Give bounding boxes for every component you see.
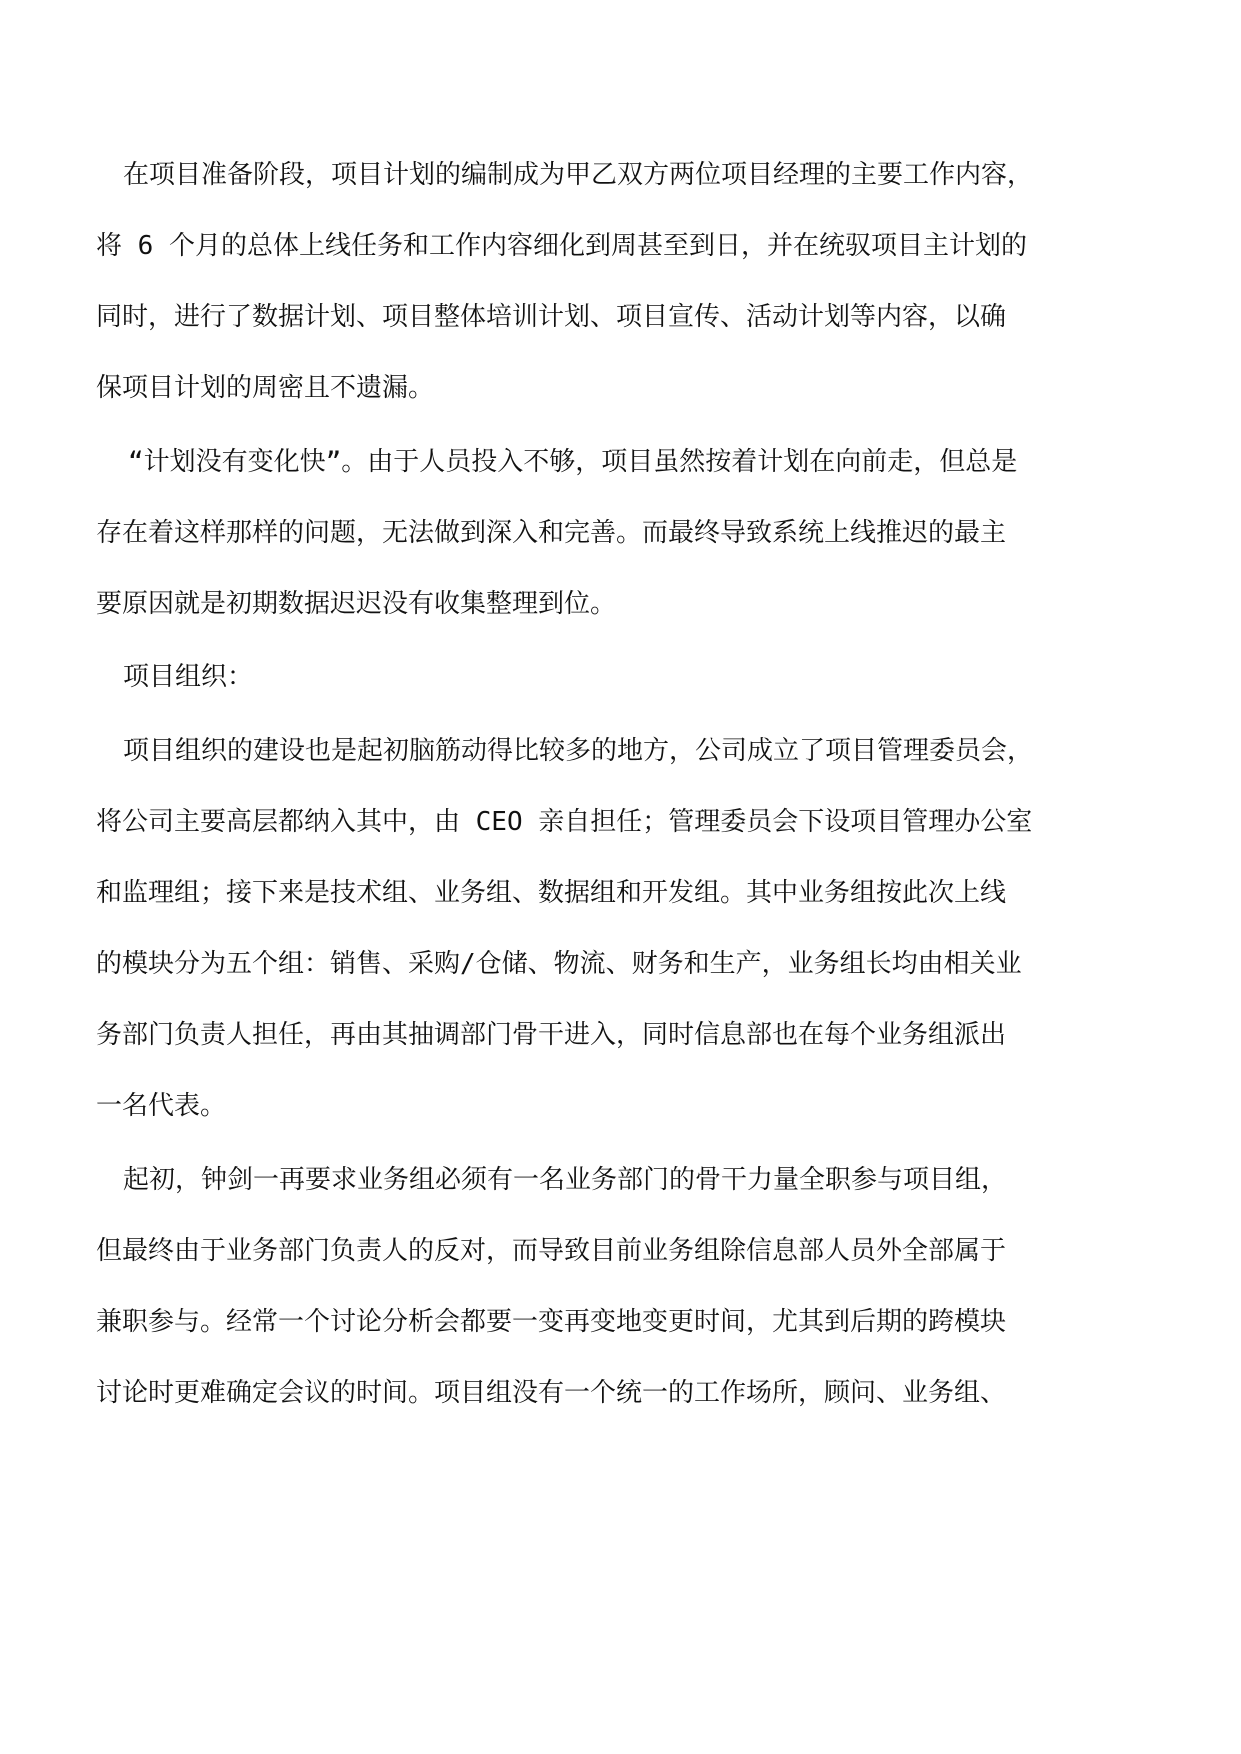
text-line: 讨论时更难确定会议的时间。项目组没有一个统一的工作场所，顾问、业务组、 (96, 1378, 1007, 1408)
text-line: 的模块分为五个组：销售、采购/仓储、物流、财务和生产，业务组长均由相关业 (96, 949, 1022, 979)
text-line: 和监理组；接下来是技术组、业务组、数据组和开发组。其中业务组按此次上线 (96, 878, 1007, 908)
text-line: 存在着这样那样的问题，无法做到深入和完善。而最终导致系统上线推迟的最主 (96, 518, 1007, 548)
text-line: 同时，进行了数据计划、项目整体培训计划、项目宣传、活动计划等内容，以确 (96, 302, 1007, 332)
section-heading: 项目组织： (123, 662, 254, 692)
text-line: 将 6 个月的总体上线任务和工作内容细化到周甚至到日，并在统驭项目主计划的 (96, 231, 1027, 261)
text-line: 务部门负责人担任，再由其抽调部门骨干进入，同时信息部也在每个业务组派出 (96, 1020, 1007, 1050)
text-line: 起初，钟剑一再要求业务组必须有一名业务部门的骨干力量全职参与项目组， (123, 1165, 1008, 1195)
text-line: 但最终由于业务部门负责人的反对，而导致目前业务组除信息部人员外全部属于 (96, 1236, 1007, 1266)
text-line: 一名代表。 (96, 1091, 227, 1121)
text-line: 在项目准备阶段，项目计划的编制成为甲乙双方两位项目经理的主要工作内容， (123, 160, 1034, 190)
text-line: 将公司主要高层都纳入其中，由 CEO 亲自担任；管理委员会下设项目管理办公室 (96, 807, 1033, 837)
text-line: 项目组织的建设也是起初脑筋动得比较多的地方，公司成立了项目管理委员会， (123, 736, 1034, 766)
text-line: 要原因就是初期数据迟迟没有收集整理到位。 (96, 589, 617, 619)
text-line: 兼职参与。经常一个讨论分析会都要一变再变地变更时间，尤其到后期的跨模块 (96, 1307, 1007, 1337)
text-line: 保项目计划的周密且不遗漏。 (96, 373, 435, 403)
text-line: “计划没有变化快”。由于人员投入不够，项目虽然按着计划在向前走，但总是 (128, 447, 1018, 477)
